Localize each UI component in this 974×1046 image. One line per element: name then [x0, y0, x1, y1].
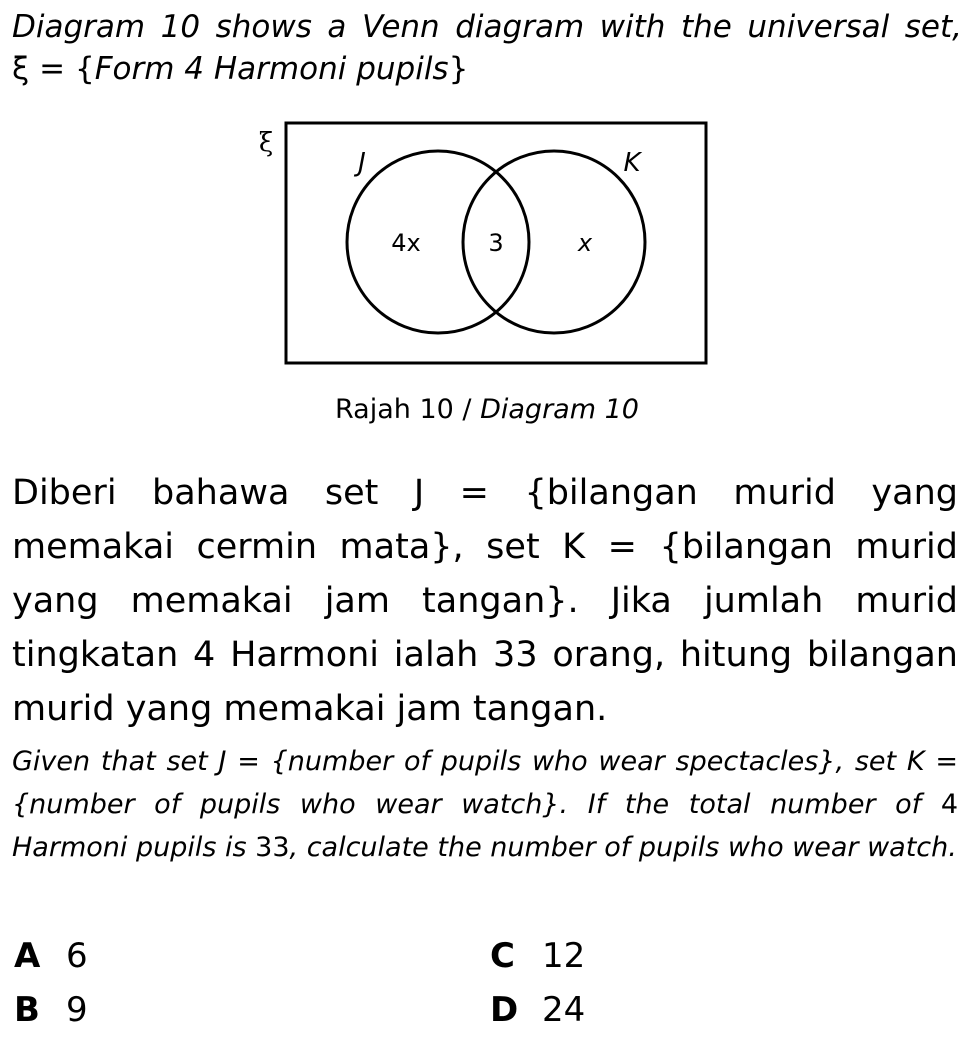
universal-close: }	[448, 51, 469, 87]
diagram-caption	[0, 392, 974, 428]
english-text-num2: 33	[255, 832, 290, 863]
option-b[interactable]	[14, 988, 88, 1032]
set-j-label: J	[358, 148, 366, 178]
english-text-part2: Harmoni pupils is	[12, 832, 256, 863]
universal-symbol: ξ	[12, 51, 30, 87]
option-d[interactable]	[490, 988, 585, 1032]
option-value: 9	[66, 990, 88, 1030]
option-value: 6	[66, 936, 88, 976]
option-letter: D	[490, 990, 519, 1030]
k-only-value: x	[577, 229, 593, 257]
intersection-value: 3	[488, 229, 504, 257]
option-letter: C	[490, 936, 515, 976]
question-intro: Diagram 10 shows a Venn diagram with the universal set,	[12, 9, 962, 45]
set-k-label: K	[623, 148, 641, 178]
venn-diagram	[240, 105, 740, 385]
universal-set-definition	[12, 48, 468, 90]
option-value: 12	[542, 936, 586, 976]
j-only-value: 4x	[391, 229, 421, 257]
english-text-num1: 4	[940, 789, 958, 820]
option-c[interactable]	[490, 934, 585, 978]
universal-equals: = {	[29, 51, 95, 87]
option-a[interactable]	[14, 934, 88, 978]
option-value: 24	[542, 990, 586, 1030]
option-letter: B	[14, 990, 40, 1030]
english-text-part1: Given that set J = {number of pupils who wear spectacles}, set K = {number of pupils who wear watch}. If the total number of	[12, 746, 958, 820]
universal-set-text: Form 4 Harmoni pupils	[94, 51, 449, 87]
caption-english: Diagram 10	[480, 394, 639, 425]
caption-malay: Rajah 10 /	[335, 394, 481, 425]
question-malay-text: Diberi bahawa set J = {bilangan murid yang memakai cermin mata}, set K = {bilangan murid yang memakai jam tangan}. Jika jumlah murid tingkatan 4 Harmoni ialah 33 orang, hitung bilangan murid yang memakai jam tangan.	[12, 473, 958, 729]
option-letter: A	[14, 936, 41, 976]
universal-symbol-label: ξ	[258, 128, 274, 158]
english-text-part3: , calculate the number of pupils who wear watch.	[289, 832, 957, 863]
question-english-text	[12, 740, 958, 869]
